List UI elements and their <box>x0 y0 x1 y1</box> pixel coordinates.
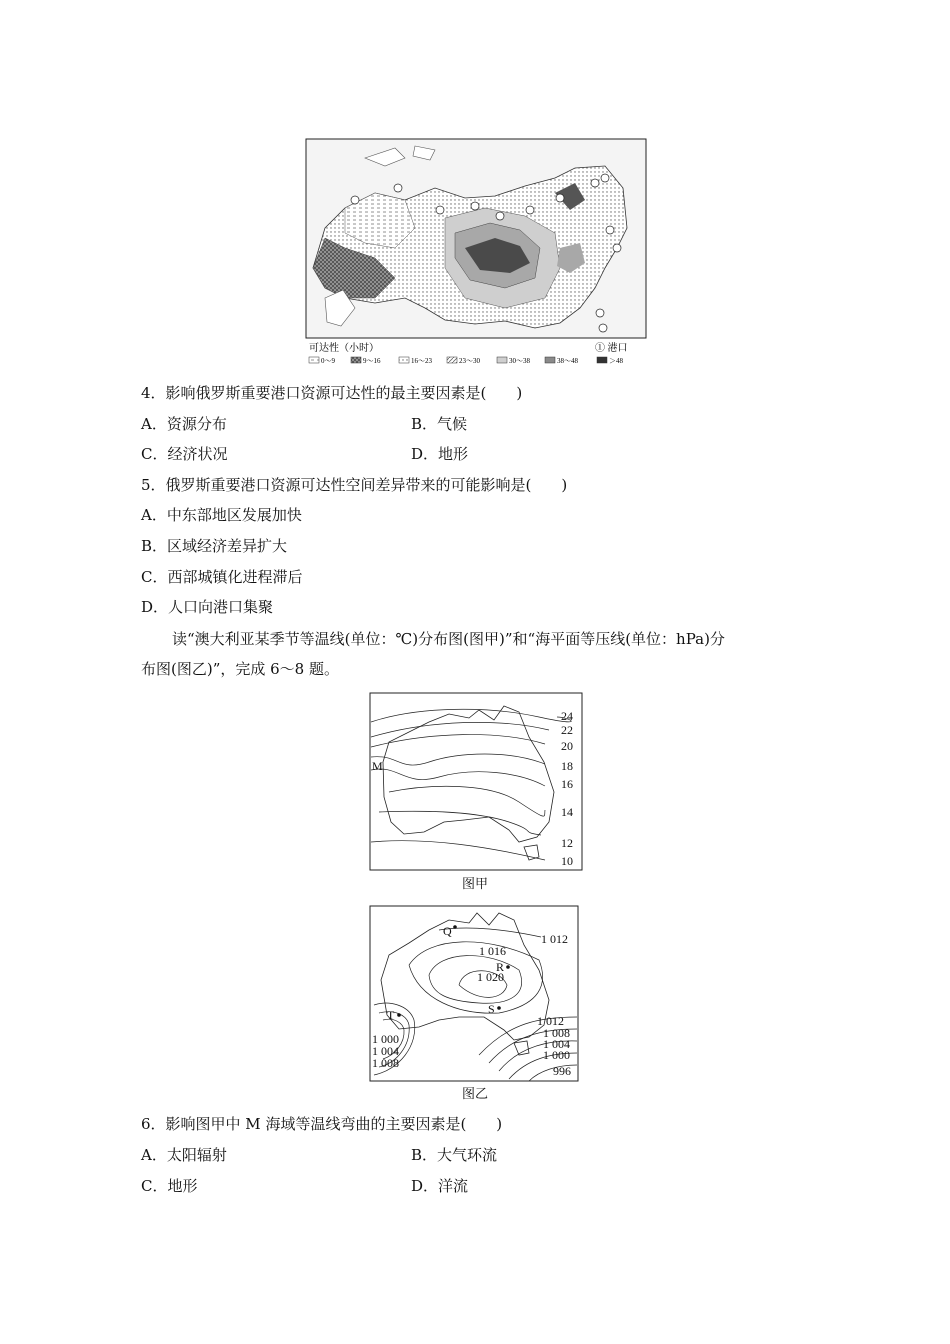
isobar-label-1004: 1 004 <box>543 1037 570 1051</box>
intro-line-2: 布图(图乙)”，完成 6～8 题。 <box>141 660 339 678</box>
isobar-label-1020: 1 020 <box>477 970 504 984</box>
isotherm-label-24: 24 <box>561 709 573 723</box>
figure-jia-caption: 图甲 <box>462 877 489 892</box>
isobar-label-1016: 1 016 <box>479 944 506 958</box>
point-r-label: R <box>496 960 505 974</box>
q4-option-c: C．经济状况 <box>141 445 228 463</box>
q4-option-d: D．地形 <box>411 445 469 463</box>
legend-range-6: 38～48 <box>557 357 578 365</box>
isobar-label-left-1004: 1 004 <box>372 1044 399 1058</box>
isotherm-label-22: 22 <box>561 723 573 737</box>
legend-range-4: 23～30 <box>459 357 480 365</box>
isobar-label-996: 996 <box>553 1064 571 1078</box>
legend-range-1: 0～9 <box>321 357 335 365</box>
isotherm-label-18: 18 <box>561 759 573 773</box>
q6-option-d: D．洋流 <box>411 1177 469 1195</box>
isotherm-label-16: 16 <box>561 777 573 791</box>
isobar-label-1012: 1 012 <box>537 1014 564 1028</box>
isotherm-label-14: 14 <box>561 805 573 819</box>
q4-stem: 4．影响俄罗斯重要港口资源可达性的最主要因素是( ) <box>141 384 523 402</box>
q4-option-a: A．资源分布 <box>141 415 227 433</box>
q6-option-b: B．大气环流 <box>411 1146 498 1164</box>
russia-port-accessibility-map <box>305 138 647 370</box>
q5-option-a: A．中东部地区发展加快 <box>141 506 302 524</box>
isobar-label-1012-top: 1 012 <box>541 932 568 946</box>
figure-yi-caption: 图乙 <box>462 1087 489 1102</box>
q6-option-a: A．太阳辐射 <box>141 1146 227 1164</box>
isotherm-label-20: 20 <box>561 739 573 753</box>
isotherm-map <box>369 692 583 872</box>
isobar-map <box>369 905 579 1083</box>
q6-option-c: C．地形 <box>141 1177 198 1195</box>
q5-stem: 5．俄罗斯重要港口资源可达性空间差异带来的可能影响是( ) <box>141 476 568 494</box>
legend-range-7: ＞48 <box>609 357 623 365</box>
point-t-label: T <box>387 1008 395 1022</box>
isobar-label-left-1008: 1 008 <box>372 1056 399 1070</box>
isotherm-label-12: 12 <box>561 836 573 850</box>
point-s-label: S <box>488 1002 495 1016</box>
legend-port: ① 港口 <box>595 343 628 354</box>
intro-line-1: 读“澳大利亚某季节等温线(单位：℃)分布图(图甲)”和“海平面等压线(单位：hPa)分 <box>172 630 725 648</box>
isobar-label-1000: 1 000 <box>543 1048 570 1062</box>
legend-range-2: 9～16 <box>363 357 381 365</box>
q4-option-b: B．气候 <box>411 415 468 433</box>
point-q-label: Q <box>443 924 452 938</box>
isobar-label-left-1000: 1 000 <box>372 1032 399 1046</box>
legend-range-5: 30～38 <box>509 357 530 365</box>
point-m-label: M <box>372 759 383 773</box>
isobar-label-1008: 1 008 <box>543 1026 570 1040</box>
q5-option-d: D．人口向港口集聚 <box>141 598 274 616</box>
legend-range-3: 16～23 <box>411 357 432 365</box>
isotherm-label-10: 10 <box>561 854 573 868</box>
q5-option-c: C．西部城镇化进程滞后 <box>141 568 303 586</box>
q5-option-b: B．区域经济差异扩大 <box>141 537 288 555</box>
q6-stem: 6．影响图甲中 M 海域等温线弯曲的主要因素是( ) <box>141 1115 503 1133</box>
legend-title: 可达性（小时） <box>309 343 379 354</box>
